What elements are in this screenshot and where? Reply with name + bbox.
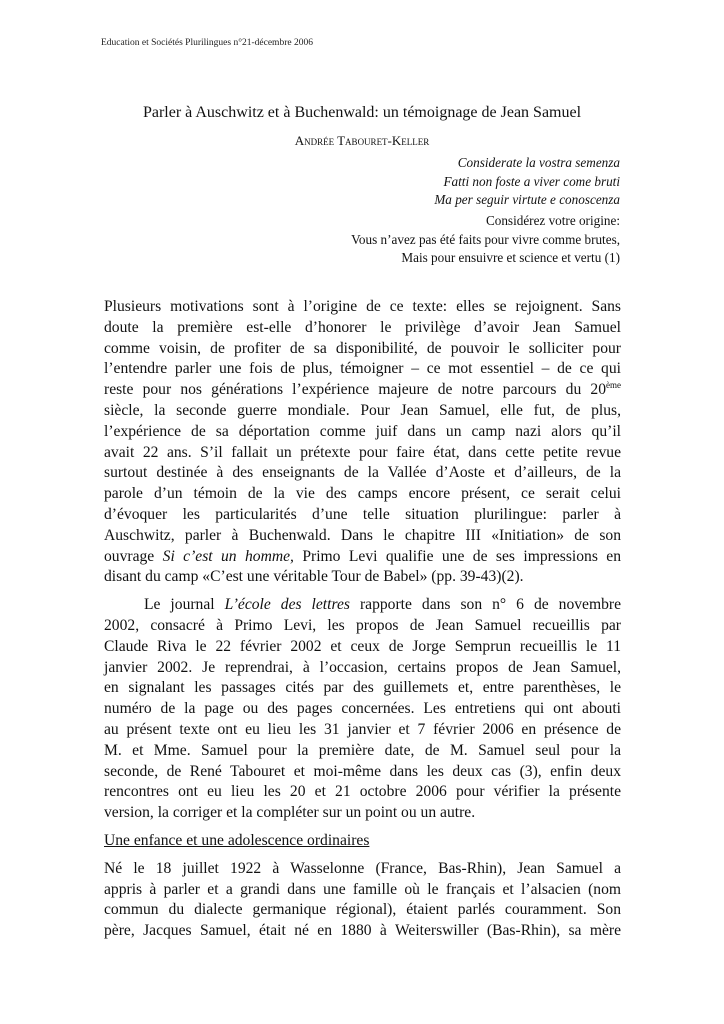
text-line (104, 547, 621, 568)
epigraph-italian-line: Ma per seguir virtute e conoscenza (434, 192, 620, 207)
text-line: comme voisin, de profiter de sa disponibilité, de pouvoir le solliciter pour (104, 339, 621, 357)
text-line: appris à parler et a grandi dans une famille où le français et l’alsacien (nom (104, 880, 621, 898)
running-header: Education et Sociétés Plurilingues n°21-décembre 2006 (101, 38, 313, 48)
epigraph-french-line: Mais pour ensuivre et science et vertu (1) (401, 250, 620, 265)
text-line: Né le 18 juillet 1922 à Wasselonne (France, Bas-Rhin), Jean Samuel a (104, 859, 621, 877)
text-line: seconde, de René Tabouret et moi-même dans les deux cas (3), enfin deux (104, 762, 621, 780)
journal-title: L’école des lettres (224, 596, 350, 614)
text-line: version, la corriger et la compléter sur un point ou un autre. (104, 804, 476, 822)
text-line: en signalant les passages cités par des guillemets et, entre parenthèses, le (104, 679, 621, 697)
text-line: 2002, consacré à Primo Levi, les propos de Jean Samuel recueillis par (104, 616, 621, 634)
epigraph-french-line: Considérez votre origine: (485, 213, 620, 228)
book-title: Si c’est un homme, (162, 547, 294, 565)
text-line (104, 595, 621, 616)
text-line: janvier 2002. Je reprendrai, à l’occasion, certains propos de Jean Samuel, (104, 658, 621, 676)
text-line: d’évoquer les particularités d’une telle situation plurilingue: parler à (104, 505, 621, 523)
text-line: l’entendre parler une fois de plus, témoigner – ce mot essentiel – de ce qui (104, 360, 621, 378)
text-line: commun du dialecte germanique régional), étaient parlés couramment. Son (104, 901, 621, 919)
article-body (104, 297, 621, 949)
paragraph-3 (104, 859, 621, 942)
author-name: Andrée Tabouret-Keller (294, 133, 430, 148)
text-line: numéro de la page ou des pages concernées. Les entretiens qui ont abouti (104, 700, 621, 718)
text-line: père, Jacques Samuel, était né en 1880 à Weiterswiller (Bas-Rhin), sa mère (104, 922, 621, 940)
text-line: Plusieurs motivations sont à l’origine de ce texte: elles se rejoignent. Sans (104, 298, 621, 315)
superscript: ème (606, 380, 621, 390)
epigraph-french (351, 212, 620, 268)
article-title: Parler à Auschwitz et à Buchenwald: un témoignage de Jean Samuel (142, 104, 582, 121)
text-line: parole d’un témoin de la vie des camps encore présent, ce serait celui (104, 485, 621, 503)
section-heading: Une enfance et une adolescence ordinaires (104, 831, 370, 849)
epigraph-italian (434, 154, 620, 210)
text-line: rencontres ont eu lieu les 20 et 21 octobre 2006 pour vérifier la présente (104, 783, 621, 801)
paragraph-1 (104, 297, 621, 588)
text-segment: reste pour nos générations l’expérience majeure de notre parcours du 20 (104, 381, 606, 399)
text-line: Claude Riva le 22 février 2002 et ceux de Jorge Semprun recueillis le 11 (104, 637, 621, 655)
text-line: surtout destinée à des enseignants de la Vallée d’Aoste et d’ailleurs, de la (104, 464, 621, 482)
paragraph-2 (104, 595, 621, 824)
text-segment: Primo Levi qualifie une de ses impressions en (293, 547, 622, 565)
text-segment: ouvrage (104, 547, 163, 565)
text-line: M. et Mme. Samuel pour la première date, de M. Samuel seul pour la (104, 741, 621, 759)
text-line: Auschwitz, parler à Buchenwald. Dans le chapitre III «Initiation» de son (104, 526, 621, 544)
text-line: doute la première est-elle d’honorer le privilège d’avoir Jean Samuel (104, 318, 621, 336)
epigraph-french-line: Vous n’avez pas été faits pour vivre comme brutes, (351, 231, 620, 247)
text-line: avait 22 ans. S’il fallait un prétexte pour faire état, dans cette petite revue (104, 443, 621, 461)
text-line: disant du camp «C’est une véritable Tour de Babel» (pp. 39-43)(2). (104, 568, 524, 586)
epigraph-italian-line: Fatti non foste a viver come bruti (443, 173, 620, 189)
text-line: au présent texte ont eu lieu les 31 janvier et 7 février 2006 en présence de (104, 720, 621, 738)
text-line (104, 380, 621, 401)
text-line: l’expérience de sa déportation comme juif dans un camp nazi alors qu’il (104, 422, 621, 440)
text-line: siècle, la seconde guerre mondiale. Pour Jean Samuel, elle fut, de plus, (104, 401, 621, 419)
text-segment: Le journal (144, 596, 225, 614)
text-segment: rapporte dans son n° 6 de novembre (349, 596, 622, 614)
epigraph-italian-line: Considerate la vostra semenza (457, 155, 620, 170)
